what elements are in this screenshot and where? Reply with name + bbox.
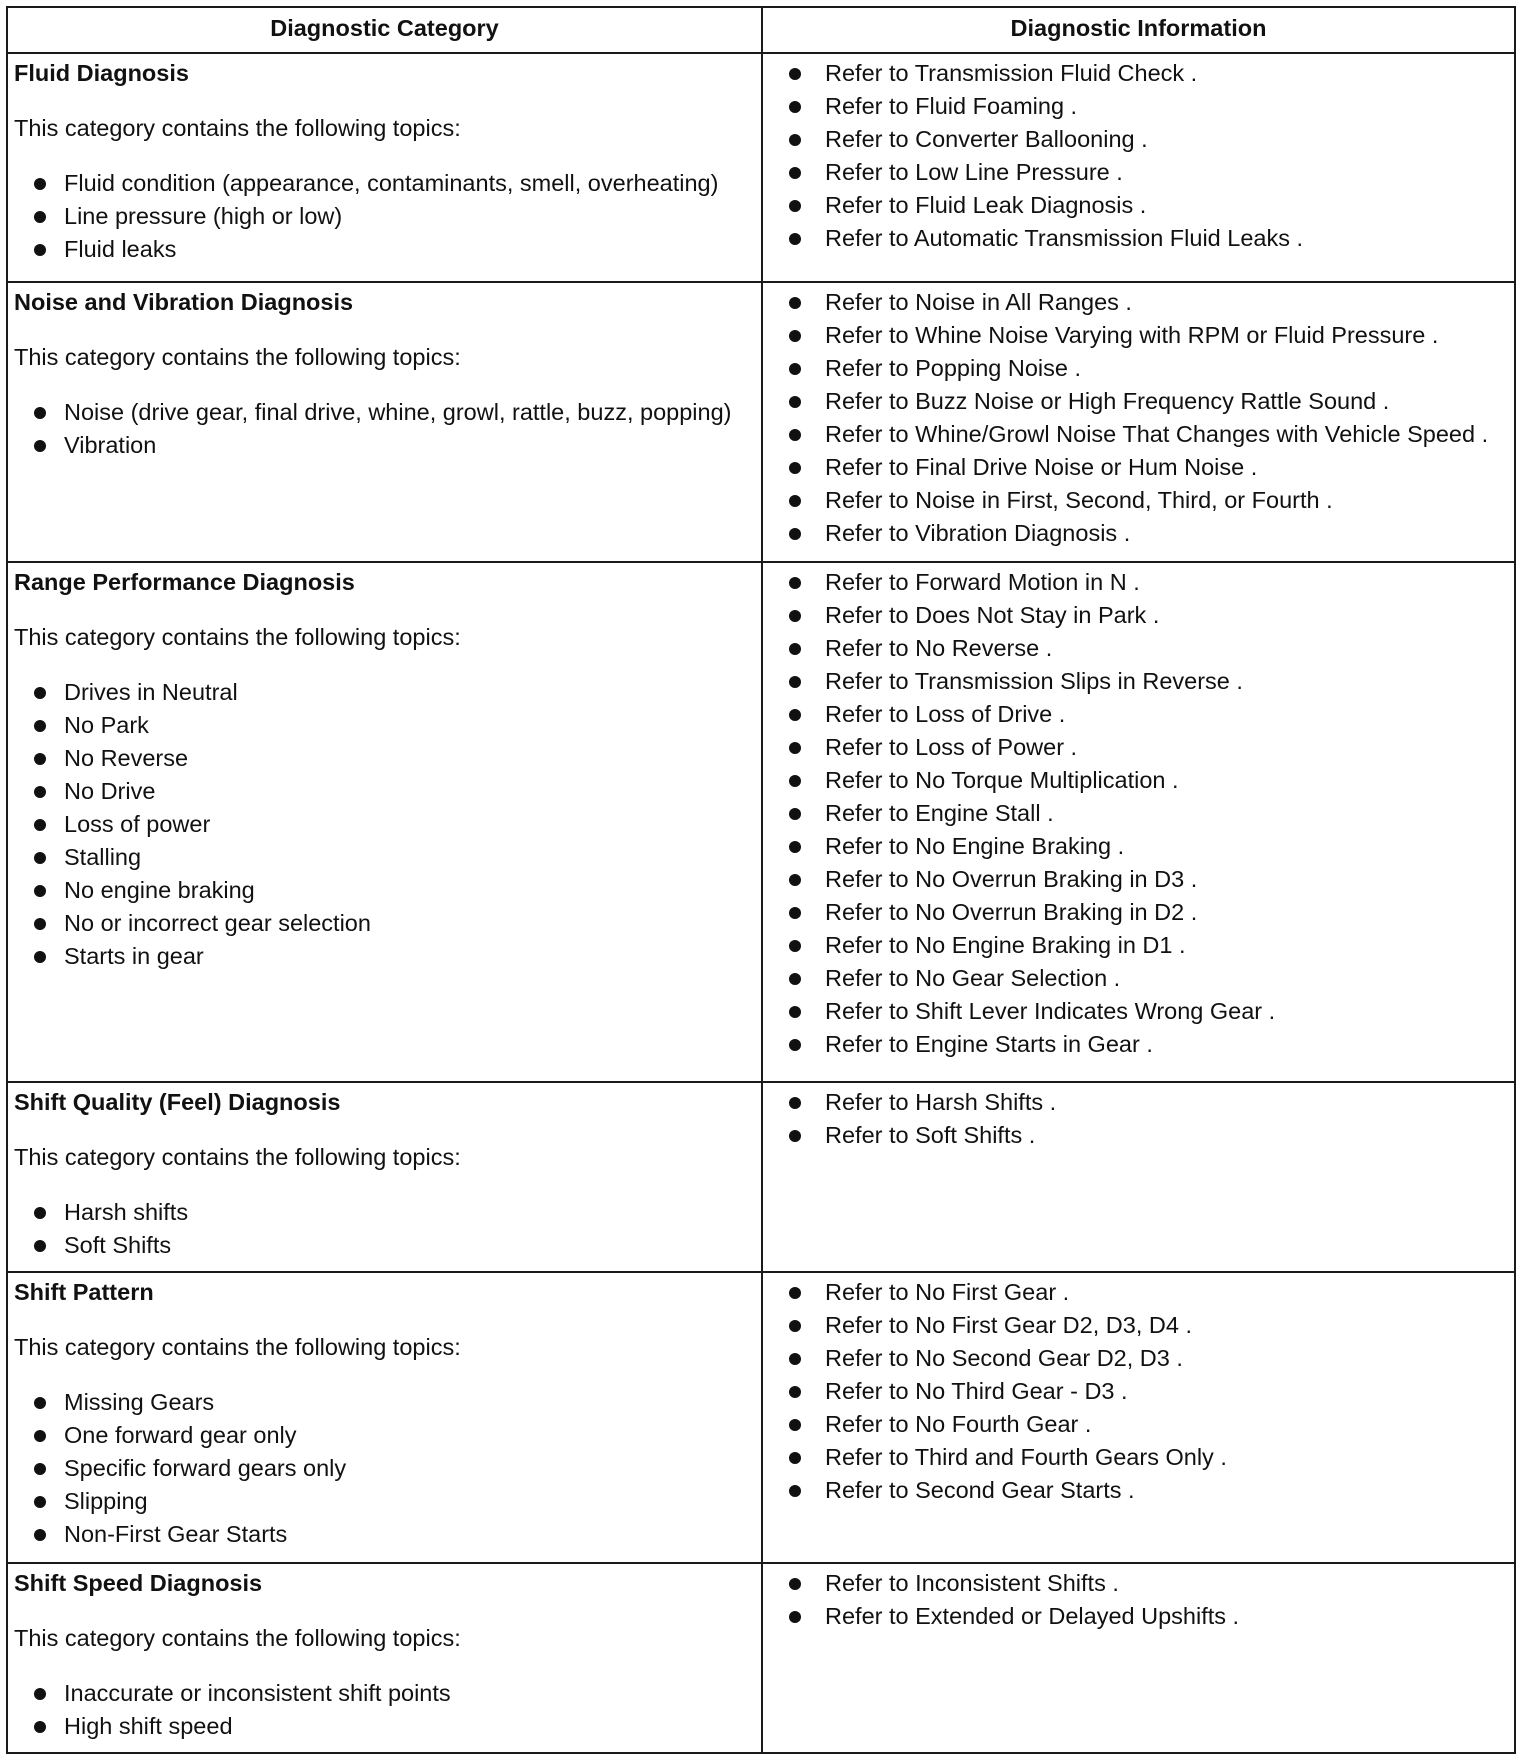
bullet-icon: [789, 676, 801, 688]
reference-text: Refer to No Overrun Braking in D2 .: [825, 899, 1198, 926]
bullet-icon: [789, 1419, 801, 1431]
reference-list: [769, 286, 1508, 550]
bullet-icon: [789, 1287, 801, 1299]
bullet-icon: [789, 429, 801, 441]
reference-text: Refer to No Second Gear D2, D3 .: [825, 1344, 1183, 1371]
information-cell: [762, 562, 1515, 1082]
topic-item: [14, 742, 755, 775]
reference-text: Refer to Converter Ballooning .: [825, 126, 1148, 152]
category-cell: [7, 1563, 762, 1753]
reference-text: Refer to Engine Starts in Gear .: [825, 1031, 1153, 1058]
reference-item: [769, 1086, 1508, 1119]
bullet-icon: [789, 200, 801, 212]
topic-text: Drives in Neutral: [64, 679, 238, 706]
topic-text: Missing Gears: [64, 1388, 215, 1415]
topic-item: [14, 676, 755, 709]
information-cell: [762, 53, 1515, 282]
topic-item: [14, 1677, 755, 1710]
bullet-icon: [789, 167, 801, 179]
bullet-icon: [34, 1207, 46, 1219]
reference-text: Refer to Engine Stall .: [825, 800, 1054, 827]
reference-item: [769, 385, 1508, 418]
bullet-icon: [34, 918, 46, 930]
reference-text: Refer to Fluid Foaming .: [825, 93, 1078, 119]
category-title: Range Performance Diagnosis: [14, 569, 355, 596]
table-row: [7, 1272, 1515, 1564]
reference-text: Refer to Fluid Leak Diagnosis .: [825, 192, 1147, 218]
information-cell: [762, 282, 1515, 563]
bullet-icon: [34, 1496, 46, 1508]
topic-text: Loss of power: [64, 811, 211, 838]
topic-item: [14, 1386, 755, 1419]
reference-item: [769, 189, 1508, 222]
table-body: [7, 53, 1515, 1753]
topic-text: Soft Shifts: [64, 1232, 172, 1259]
bullet-icon: [789, 973, 801, 985]
reference-item: [769, 731, 1508, 764]
topic-text: No Reverse: [64, 745, 189, 772]
category-cell: [7, 53, 762, 282]
reference-text: Refer to Does Not Stay in Park .: [825, 602, 1160, 629]
topic-text: No Drive: [64, 778, 156, 805]
category-title: Fluid Diagnosis: [14, 60, 189, 86]
bullet-icon: [789, 1578, 801, 1590]
bullet-icon: [34, 1240, 46, 1252]
diagnostic-table: [6, 6, 1516, 1754]
reference-list: [769, 1276, 1508, 1507]
bullet-icon: [789, 610, 801, 622]
topic-item: [14, 709, 755, 742]
topic-text: High shift speed: [64, 1713, 233, 1740]
table-row: [7, 282, 1515, 563]
reference-text: Refer to No Engine Braking in D1 .: [825, 932, 1186, 959]
reference-item: [769, 698, 1508, 731]
reference-text: Refer to No Torque Multiplication .: [825, 767, 1179, 794]
topic-item: [14, 200, 755, 233]
reference-item: [769, 1567, 1508, 1600]
reference-item: [769, 1119, 1508, 1152]
reference-item: [769, 632, 1508, 665]
bullet-icon: [789, 841, 801, 853]
reference-text: Refer to No First Gear D2, D3, D4 .: [825, 1311, 1192, 1338]
reference-item: [769, 286, 1508, 319]
bullet-icon: [789, 1097, 801, 1109]
reference-item: [769, 1441, 1508, 1474]
bullet-icon: [34, 819, 46, 831]
reference-text: Refer to Soft Shifts .: [825, 1122, 1036, 1149]
reference-item: [769, 57, 1508, 90]
bullet-icon: [789, 363, 801, 375]
table-row: [7, 1563, 1515, 1753]
topic-item: [14, 940, 755, 973]
bullet-icon: [789, 940, 801, 952]
reference-item: [769, 1342, 1508, 1375]
bullet-icon: [789, 1485, 801, 1497]
bullet-icon: [789, 396, 801, 408]
reference-text: Refer to No Third Gear - D3 .: [825, 1377, 1128, 1404]
topic-item: [14, 429, 755, 462]
reference-list: [769, 1567, 1508, 1633]
bullet-icon: [34, 244, 46, 256]
bullet-icon: [34, 720, 46, 732]
bullet-icon: [789, 134, 801, 146]
bullet-icon: [789, 709, 801, 721]
reference-text: Refer to Loss of Drive .: [825, 701, 1066, 728]
topic-text: Starts in gear: [64, 943, 204, 970]
reference-item: [769, 123, 1508, 156]
reference-list: [769, 57, 1508, 255]
category-cell: [7, 1272, 762, 1564]
reference-item: [769, 222, 1508, 255]
bullet-icon: [789, 1006, 801, 1018]
reference-text: Refer to Low Line Pressure .: [825, 159, 1123, 185]
category-title: Shift Pattern: [14, 1278, 154, 1305]
reference-item: [769, 1028, 1508, 1061]
category-intro: This category contains the following topics:: [14, 343, 461, 370]
topic-item: [14, 396, 755, 429]
reference-text: Refer to Harsh Shifts .: [825, 1089, 1057, 1116]
reference-item: [769, 90, 1508, 123]
category-title: Shift Quality (Feel) Diagnosis: [14, 1089, 341, 1116]
reference-item: [769, 484, 1508, 517]
bullet-icon: [789, 1452, 801, 1464]
information-cell: [762, 1082, 1515, 1271]
reference-item: [769, 896, 1508, 929]
reference-item: [769, 764, 1508, 797]
reference-item: [769, 863, 1508, 896]
bullet-icon: [789, 68, 801, 80]
reference-item: [769, 566, 1508, 599]
bullet-icon: [789, 874, 801, 886]
bullet-icon: [34, 1529, 46, 1541]
reference-item: [769, 1600, 1508, 1633]
reference-text: Refer to Automatic Transmission Fluid Leaks .: [825, 225, 1304, 251]
bullet-icon: [789, 462, 801, 474]
topic-text: Line pressure (high or low): [64, 203, 343, 229]
bullet-icon: [789, 808, 801, 820]
bullet-icon: [34, 1430, 46, 1442]
table-row: [7, 53, 1515, 282]
reference-text: Refer to Buzz Noise or High Frequency Rattle Sound .: [825, 387, 1390, 414]
reference-item: [769, 1474, 1508, 1507]
reference-text: Refer to Noise in First, Second, Third, or Fourth .: [825, 486, 1333, 513]
bullet-icon: [789, 297, 801, 309]
bullet-icon: [34, 1397, 46, 1409]
topic-text: Harsh shifts: [64, 1199, 189, 1226]
reference-text: Refer to No Gear Selection .: [825, 965, 1121, 992]
reference-text: Refer to Transmission Fluid Check .: [825, 60, 1198, 86]
reference-list: [769, 566, 1508, 1061]
bullet-icon: [789, 643, 801, 655]
reference-item: [769, 929, 1508, 962]
topic-item: [14, 775, 755, 808]
topic-text: Inaccurate or inconsistent shift points: [64, 1680, 451, 1707]
topic-text: No engine braking: [64, 877, 255, 904]
bullet-icon: [34, 885, 46, 897]
topic-text: Non-First Gear Starts: [64, 1520, 288, 1547]
topic-item: [14, 1485, 755, 1518]
topic-text: Noise (drive gear, final drive, whine, growl, rattle, buzz, popping): [64, 398, 732, 425]
reference-text: Refer to No First Gear .: [825, 1278, 1070, 1305]
bullet-icon: [34, 211, 46, 223]
topic-text: Fluid condition (appearance, contaminants, smell, overheating): [64, 170, 719, 196]
reference-text: Refer to No Reverse .: [825, 635, 1053, 662]
topic-text: No or incorrect gear selection: [64, 910, 371, 937]
bullet-icon: [789, 775, 801, 787]
category-cell: [7, 282, 762, 563]
bullet-icon: [789, 101, 801, 113]
reference-item: [769, 995, 1508, 1028]
category-cell: [7, 562, 762, 1082]
reference-text: Refer to Whine Noise Varying with RPM or Fluid Pressure .: [825, 321, 1439, 348]
reference-item: [769, 517, 1508, 550]
reference-item: [769, 1276, 1508, 1309]
topic-item: [14, 907, 755, 940]
reference-item: [769, 1309, 1508, 1342]
bullet-icon: [789, 495, 801, 507]
category-title: Noise and Vibration Diagnosis: [14, 288, 354, 315]
column-header-category: Diagnostic Category: [7, 7, 762, 53]
topic-item: [14, 1710, 755, 1743]
information-cell: [762, 1563, 1515, 1753]
reference-text: Refer to Shift Lever Indicates Wrong Gear .: [825, 998, 1276, 1025]
bullet-icon: [34, 407, 46, 419]
reference-item: [769, 599, 1508, 632]
category-intro: This category contains the following topics:: [14, 115, 461, 141]
bullet-icon: [789, 907, 801, 919]
bullet-icon: [789, 1039, 801, 1051]
bullet-icon: [34, 786, 46, 798]
table-row: [7, 1082, 1515, 1271]
category-intro: This category contains the following topics:: [14, 624, 461, 651]
topic-item: [14, 1419, 755, 1452]
reference-item: [769, 665, 1508, 698]
topic-item: [14, 167, 755, 200]
information-cell: [762, 1272, 1515, 1564]
reference-text: Refer to Noise in All Ranges .: [825, 288, 1132, 315]
reference-item: [769, 418, 1508, 451]
reference-item: [769, 319, 1508, 352]
reference-text: Refer to Inconsistent Shifts .: [825, 1570, 1119, 1597]
bullet-icon: [789, 1386, 801, 1398]
column-header-information: Diagnostic Information: [762, 7, 1515, 53]
bullet-icon: [34, 687, 46, 699]
bullet-icon: [789, 528, 801, 540]
topic-item: [14, 841, 755, 874]
topic-text: Slipping: [64, 1487, 148, 1514]
category-intro: This category contains the following topics:: [14, 1144, 461, 1171]
bullet-icon: [789, 233, 801, 245]
category-intro: This category contains the following topics:: [14, 1625, 461, 1652]
topic-list: [14, 167, 755, 266]
topic-item: [14, 1229, 755, 1262]
topic-item: [14, 808, 755, 841]
reference-text: Refer to Vibration Diagnosis .: [825, 519, 1131, 546]
bullet-icon: [34, 1463, 46, 1475]
reference-text: Refer to Second Gear Starts .: [825, 1476, 1135, 1503]
bullet-icon: [34, 178, 46, 190]
reference-item: [769, 451, 1508, 484]
reference-item: [769, 156, 1508, 189]
table-header-row: [7, 7, 1515, 53]
bullet-icon: [789, 1353, 801, 1365]
table-row: [7, 562, 1515, 1082]
bullet-icon: [789, 742, 801, 754]
topic-text: Stalling: [64, 844, 142, 871]
reference-text: Refer to Final Drive Noise or Hum Noise .: [825, 453, 1258, 480]
topic-text: Vibration: [64, 431, 157, 458]
topic-text: Specific forward gears only: [64, 1454, 347, 1481]
topic-text: Fluid leaks: [64, 236, 177, 262]
topic-list: [14, 1677, 755, 1743]
bullet-icon: [34, 440, 46, 452]
topic-text: No Park: [64, 712, 149, 739]
topic-list: [14, 1196, 755, 1262]
reference-item: [769, 797, 1508, 830]
bullet-icon: [34, 951, 46, 963]
reference-text: Refer to Popping Noise .: [825, 354, 1082, 381]
bullet-icon: [789, 1130, 801, 1142]
reference-list: [769, 1086, 1508, 1152]
topic-list: [14, 396, 755, 462]
reference-item: [769, 830, 1508, 863]
bullet-icon: [34, 852, 46, 864]
bullet-icon: [789, 1611, 801, 1623]
reference-text: Refer to Extended or Delayed Upshifts .: [825, 1603, 1240, 1630]
reference-text: Refer to Whine/Growl Noise That Changes with Vehicle Speed .: [825, 420, 1489, 447]
topic-list: [14, 676, 755, 973]
bullet-icon: [34, 1688, 46, 1700]
topic-list: [14, 1386, 755, 1551]
topic-item: [14, 1452, 755, 1485]
reference-item: [769, 962, 1508, 995]
bullet-icon: [789, 330, 801, 342]
reference-text: Refer to Loss of Power .: [825, 734, 1078, 761]
reference-text: Refer to Forward Motion in N .: [825, 569, 1140, 596]
bullet-icon: [34, 1721, 46, 1733]
bullet-icon: [34, 753, 46, 765]
reference-item: [769, 1375, 1508, 1408]
topic-text: One forward gear only: [64, 1421, 297, 1448]
category-cell: [7, 1082, 762, 1271]
topic-item: [14, 1196, 755, 1229]
reference-item: [769, 1408, 1508, 1441]
topic-item: [14, 1518, 755, 1551]
category-title: Shift Speed Diagnosis: [14, 1570, 263, 1597]
bullet-icon: [789, 1320, 801, 1332]
bullet-icon: [789, 577, 801, 589]
reference-text: Refer to No Engine Braking .: [825, 833, 1125, 860]
reference-item: [769, 352, 1508, 385]
topic-item: [14, 233, 755, 266]
reference-text: Refer to No Overrun Braking in D3 .: [825, 866, 1198, 893]
reference-text: Refer to Transmission Slips in Reverse .: [825, 668, 1243, 695]
topic-item: [14, 874, 755, 907]
reference-text: Refer to Third and Fourth Gears Only .: [825, 1443, 1227, 1470]
reference-text: Refer to No Fourth Gear .: [825, 1410, 1092, 1437]
category-intro: This category contains the following topics:: [14, 1333, 461, 1360]
